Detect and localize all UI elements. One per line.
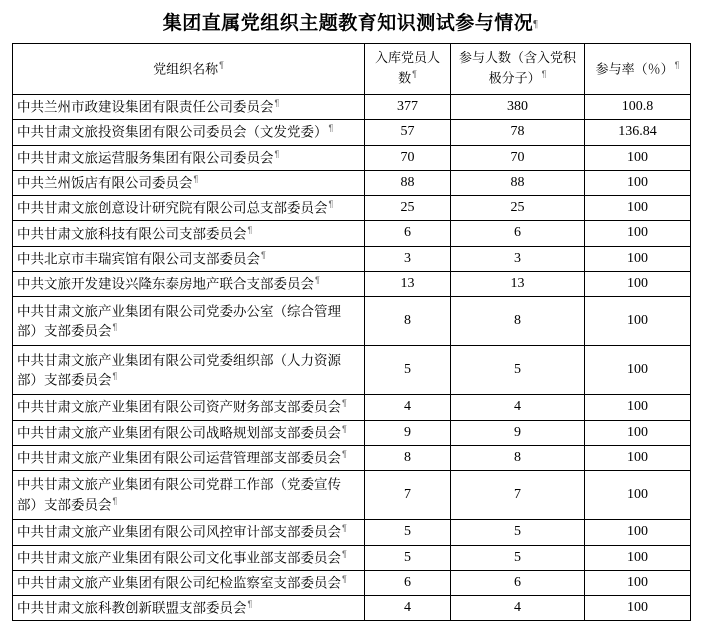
header-participants: 参与人数（含入党积极分子）¶: [451, 44, 585, 95]
cell-in-store: 6: [365, 570, 451, 595]
table-row: [13, 196, 691, 221]
cell-org-name: 中共甘肃文旅产业集团有限公司文化事业部支部委员会¶: [13, 545, 365, 570]
cell-rate: 100: [585, 246, 691, 271]
table-row: [13, 297, 691, 346]
cell-in-store: 88: [365, 170, 451, 195]
cell-org-name: 中共甘肃文旅产业集团有限公司战略规划部支部委员会¶: [13, 420, 365, 445]
cell-rate: 100: [585, 570, 691, 595]
cell-participants: 4: [451, 395, 585, 420]
cell-rate: 100: [585, 471, 691, 520]
table-header-row: [13, 44, 691, 95]
table-row: [13, 420, 691, 445]
cell-participants: 6: [451, 570, 585, 595]
cell-participants: 6: [451, 221, 585, 246]
participation-table: [12, 43, 691, 621]
cell-rate: 100: [585, 170, 691, 195]
paragraph-mark-icon: ¶: [112, 371, 118, 382]
paragraph-mark-icon: ¶: [247, 599, 253, 610]
cell-org-name: 中共兰州市政建设集团有限责任公司委员会¶: [13, 95, 365, 120]
table-row: [13, 170, 691, 195]
cell-rate: 100: [585, 545, 691, 570]
paragraph-mark-icon: ¶: [328, 123, 334, 134]
paragraph-mark-icon: ¶: [342, 423, 347, 434]
paragraph-mark-icon: ¶: [112, 322, 118, 333]
paragraph-mark-icon: ¶: [112, 496, 118, 507]
table-row: [13, 471, 691, 520]
cell-org-name: 中共甘肃文旅产业集团有限公司资产财务部支部委员会¶: [13, 395, 365, 420]
cell-participants: 7: [451, 471, 585, 520]
paragraph-mark-icon: ¶: [342, 449, 347, 460]
cell-rate: 100: [585, 145, 691, 170]
cell-in-store: 9: [365, 420, 451, 445]
cell-in-store: 7: [365, 471, 451, 520]
paragraph-mark-icon: ¶: [261, 249, 266, 260]
cell-rate: 100: [585, 420, 691, 445]
paragraph-mark-icon: ¶: [247, 224, 253, 235]
table-container: [0, 43, 701, 621]
cell-participants: 380: [451, 95, 585, 120]
table-row: [13, 346, 691, 395]
cell-participants: 5: [451, 520, 585, 545]
paragraph-mark-icon: ¶: [342, 398, 347, 409]
table-row: [13, 596, 691, 621]
table-row: [13, 272, 691, 297]
cell-org-name: 中共兰州饭店有限公司委员会¶: [13, 170, 365, 195]
cell-participants: 8: [451, 297, 585, 346]
paragraph-mark-icon: ¶: [533, 19, 539, 31]
paragraph-mark-icon: ¶: [219, 59, 224, 70]
cell-in-store: 4: [365, 395, 451, 420]
cell-participants: 5: [451, 346, 585, 395]
cell-rate: 100.8: [585, 95, 691, 120]
cell-org-name: 中共甘肃文旅创意设计研究院有限公司总支部委员会¶: [13, 196, 365, 221]
cell-in-store: 57: [365, 120, 451, 145]
table-row: [13, 95, 691, 120]
cell-in-store: 377: [365, 95, 451, 120]
page-title: [0, 0, 701, 43]
paragraph-mark-icon: ¶: [328, 199, 334, 210]
table-body: [13, 95, 691, 621]
cell-org-name: 中共甘肃文旅产业集团有限公司党委办公室（综合管理部）支部委员会¶: [13, 297, 365, 346]
table-row: [13, 246, 691, 271]
cell-in-store: 25: [365, 196, 451, 221]
cell-rate: 100: [585, 445, 691, 470]
paragraph-mark-icon: ¶: [274, 148, 280, 159]
cell-rate: 100: [585, 596, 691, 621]
cell-participants: 88: [451, 170, 585, 195]
header-org-name: 党组织名称¶: [13, 44, 365, 95]
paragraph-mark-icon: ¶: [274, 98, 280, 109]
cell-rate: 136.84: [585, 120, 691, 145]
table-row: [13, 395, 691, 420]
cell-in-store: 3: [365, 246, 451, 271]
paragraph-mark-icon: ¶: [412, 69, 417, 80]
cell-org-name: 中共甘肃文旅投资集团有限公司委员会（文发党委）¶: [13, 120, 365, 145]
cell-org-name: 中共甘肃文旅产业集团有限公司风控审计部支部委员会¶: [13, 520, 365, 545]
header-rate: 参与率（％）¶: [585, 44, 691, 95]
cell-org-name: 中共甘肃文旅产业集团有限公司运营管理部支部委员会¶: [13, 445, 365, 470]
header-in-store-count: 入库党员人数¶: [365, 44, 451, 95]
cell-org-name: 中共文旅开发建设兴隆东泰房地产联合支部委员会¶: [13, 272, 365, 297]
cell-rate: 100: [585, 346, 691, 395]
cell-rate: 100: [585, 221, 691, 246]
cell-rate: 100: [585, 196, 691, 221]
cell-in-store: 4: [365, 596, 451, 621]
paragraph-mark-icon: ¶: [342, 573, 347, 584]
cell-rate: 100: [585, 520, 691, 545]
cell-in-store: 6: [365, 221, 451, 246]
cell-rate: 100: [585, 297, 691, 346]
paragraph-mark-icon: ¶: [193, 174, 199, 184]
cell-participants: 4: [451, 596, 585, 621]
table-row: [13, 221, 691, 246]
paragraph-mark-icon: ¶: [541, 69, 547, 80]
cell-participants: 25: [451, 196, 585, 221]
cell-participants: 78: [451, 120, 585, 145]
paragraph-mark-icon: ¶: [315, 275, 320, 286]
paragraph-mark-icon: ¶: [342, 523, 347, 534]
cell-rate: 100: [585, 272, 691, 297]
table-row: [13, 520, 691, 545]
cell-participants: 8: [451, 445, 585, 470]
cell-rate: 100: [585, 395, 691, 420]
cell-in-store: 5: [365, 520, 451, 545]
cell-participants: 5: [451, 545, 585, 570]
cell-org-name: 中共甘肃文旅科教创新联盟支部委员会¶: [13, 596, 365, 621]
cell-in-store: 8: [365, 297, 451, 346]
paragraph-mark-icon: ¶: [342, 548, 347, 559]
cell-in-store: 8: [365, 445, 451, 470]
cell-org-name: 中共甘肃文旅产业集团有限公司纪检监察室支部委员会¶: [13, 570, 365, 595]
table-row: [13, 445, 691, 470]
cell-org-name: 中共北京市丰瑞宾馆有限公司支部委员会¶: [13, 246, 365, 271]
cell-participants: 9: [451, 420, 585, 445]
cell-participants: 70: [451, 145, 585, 170]
page-title-text: 集团直属党组织主题教育知识测试参与情况: [162, 13, 534, 34]
cell-in-store: 70: [365, 145, 451, 170]
cell-org-name: 中共甘肃文旅科技有限公司支部委员会¶: [13, 221, 365, 246]
cell-in-store: 13: [365, 272, 451, 297]
table-row: [13, 570, 691, 595]
paragraph-mark-icon: ¶: [674, 59, 680, 70]
cell-org-name: 中共甘肃文旅产业集团有限公司党群工作部（党委宣传部）支部委员会¶: [13, 471, 365, 520]
table-row: [13, 145, 691, 170]
table-header: [13, 44, 691, 95]
cell-in-store: 5: [365, 346, 451, 395]
cell-org-name: 中共甘肃文旅产业集团有限公司党委组织部（人力资源部）支部委员会¶: [13, 346, 365, 395]
cell-org-name: 中共甘肃文旅运营服务集团有限公司委员会¶: [13, 145, 365, 170]
table-row: [13, 545, 691, 570]
cell-in-store: 5: [365, 545, 451, 570]
cell-participants: 3: [451, 246, 585, 271]
cell-participants: 13: [451, 272, 585, 297]
table-row: [13, 120, 691, 145]
